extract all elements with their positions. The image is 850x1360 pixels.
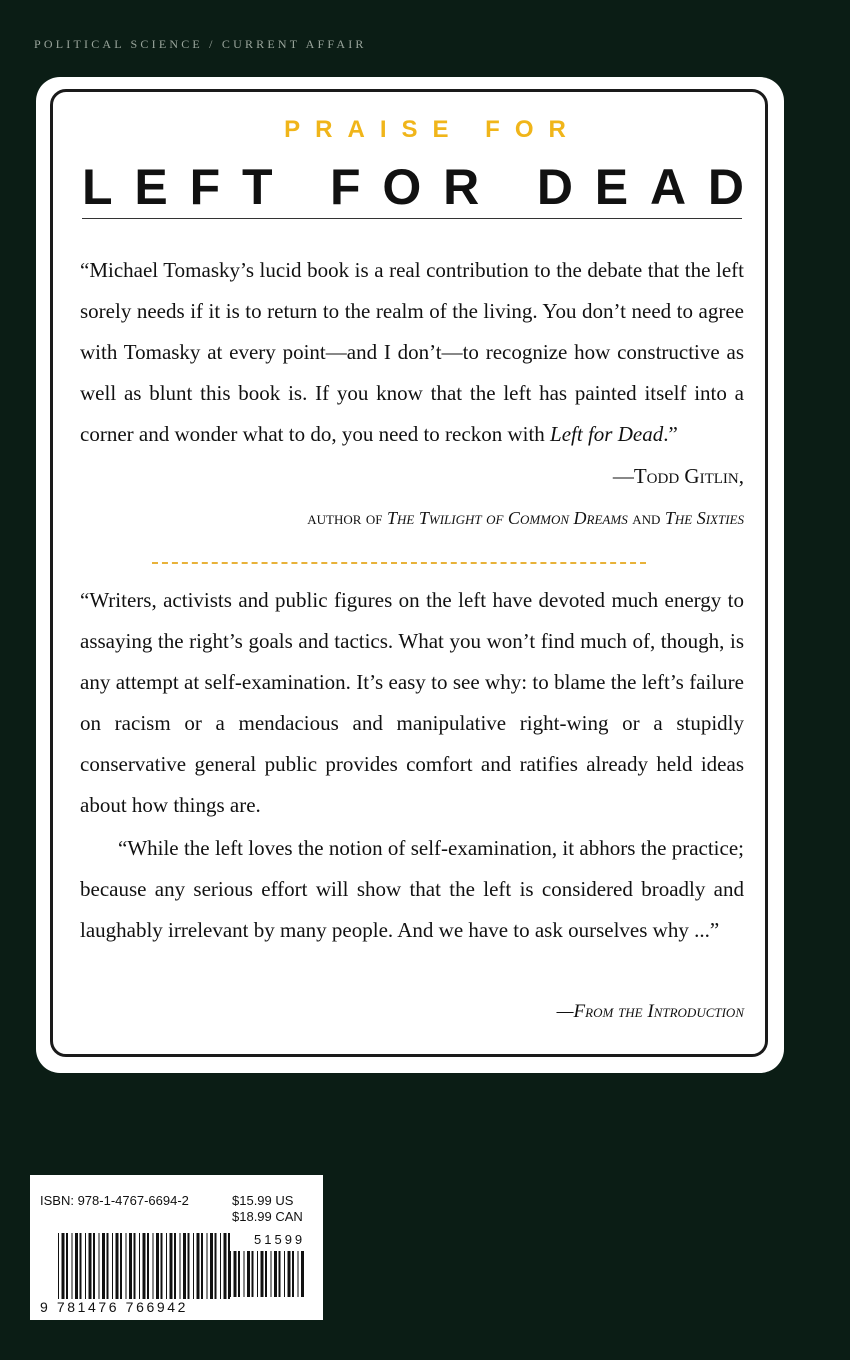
barcode-bar — [174, 1233, 176, 1299]
barcode-bar — [80, 1233, 82, 1299]
quote-attribution: —Todd Gitlin, — [612, 464, 744, 488]
price-label: $15.99 US $18.99 CAN — [232, 1193, 303, 1224]
book-title — [82, 158, 744, 216]
barcode-bar — [143, 1233, 146, 1299]
barcode-bar — [230, 1251, 231, 1297]
barcode-bar — [62, 1233, 65, 1299]
barcode-bar — [75, 1233, 78, 1299]
dashed-divider — [152, 562, 646, 564]
barcode-bar — [301, 1251, 304, 1297]
barcode-bar — [58, 1233, 59, 1299]
title-letter: F — [189, 159, 221, 215]
category-label: POLITICAL SCIENCE / CURRENT AFFAIR — [34, 37, 367, 51]
barcode-bar — [147, 1233, 149, 1299]
barcode-bar — [234, 1251, 237, 1297]
barcode-bar — [180, 1233, 181, 1299]
barcode-bar — [284, 1251, 285, 1297]
barcode-bar — [238, 1251, 240, 1297]
title-letter: E — [594, 159, 629, 215]
barcode-bar — [153, 1233, 154, 1299]
barcode-bar — [107, 1233, 109, 1299]
barcode-bar — [210, 1233, 213, 1299]
barcode-panel — [30, 1175, 323, 1320]
barcode-bar — [112, 1233, 113, 1299]
title-letter: A — [649, 159, 687, 215]
quote-author-credit: author of The Twilight of Common Dreams and The Sixties — [307, 508, 744, 528]
quote-book-title: Left for Dead — [550, 422, 664, 446]
title-letter: R — [443, 159, 480, 215]
title-letter: O — [382, 159, 422, 215]
barcode-bar — [156, 1233, 159, 1299]
barcode-bar — [183, 1233, 186, 1299]
barcode-bar — [89, 1233, 92, 1299]
barcode-bar — [220, 1233, 221, 1299]
barcode-bar — [93, 1233, 95, 1299]
barcode-bar — [129, 1233, 132, 1299]
quote-introduction-2: “While the left loves the notion of self-examination, it abhors the practice; because any serious effort will show that the left is considered broadly and laughably irrelevant by many people. And we have to ask ourselves why ...” — [80, 836, 744, 942]
isbn-label: ISBN: 978-1-4767-6694-2 — [40, 1193, 189, 1208]
title-letter — [294, 158, 308, 216]
barcode-digits: 9 781476 766942 — [40, 1299, 188, 1315]
addon-digits: 51599 — [254, 1232, 306, 1247]
title-letter: E — [134, 159, 168, 215]
barcode-bar — [139, 1233, 140, 1299]
barcode-bar — [120, 1233, 122, 1299]
barcode-bar — [292, 1251, 294, 1297]
title-letter: D — [707, 159, 744, 215]
title-letter: T — [241, 159, 273, 215]
quote-introduction-1: “Writers, activists and public figures on the left have devoted much energy to assaying the right’s goals and tactics. What you won’t find much of, though, is any attempt at self-examination. It’s easy to see why: to blame the left’s failure on racism or a mendacious and manipulative right-wing or a stupidly conservative general public provides comfort and ratifies already held ideas about how things are. — [80, 588, 744, 817]
barcode-bar — [197, 1233, 200, 1299]
barcode-bar — [72, 1233, 73, 1299]
addon-barcode-bars — [230, 1251, 306, 1297]
title-letter: L — [82, 159, 113, 215]
barcode-bar — [274, 1251, 277, 1297]
barcode-bar — [188, 1233, 190, 1299]
title-letter: F — [330, 159, 361, 215]
barcode-bar — [201, 1233, 203, 1299]
quote-gitlin: “Michael Tomasky’s lucid book is a real contribution to the debate that the left sorely needs if it is to return to the realm of the living. You don’t need to agree with Tomasky at every point—and I don’t—to recognize how constructive as well as blunt this book is. If you know that the left has painted itself into a corner and wonder what to do, you need to reckon with Left for Dead.” — [80, 258, 744, 446]
barcode-bar — [116, 1233, 119, 1299]
barcode-bar — [257, 1251, 258, 1297]
barcode-bar — [193, 1233, 194, 1299]
praise-heading: PRAISE FOR — [284, 116, 581, 143]
barcode-bar — [161, 1233, 163, 1299]
barcode-bar — [244, 1251, 245, 1297]
barcode-bar — [170, 1233, 173, 1299]
barcode-bar — [66, 1233, 68, 1299]
barcode-bars — [58, 1233, 236, 1299]
barcode-bar — [224, 1233, 227, 1299]
barcode-bar — [252, 1251, 254, 1297]
barcode-bar — [247, 1251, 250, 1297]
barcode-bar — [298, 1251, 299, 1297]
barcode-bar — [265, 1251, 267, 1297]
barcode-bar — [99, 1233, 100, 1299]
title-rule — [82, 218, 742, 219]
barcode-bar — [134, 1233, 136, 1299]
title-letter — [501, 158, 515, 216]
barcode-bar — [261, 1251, 264, 1297]
barcode-bar — [85, 1233, 86, 1299]
quote-source: —From the Introduction — [556, 1001, 744, 1022]
barcode-bar — [288, 1251, 291, 1297]
barcode-bar — [207, 1233, 208, 1299]
barcode-bar — [166, 1233, 167, 1299]
barcode-bar — [215, 1233, 217, 1299]
title-letter: D — [536, 159, 573, 215]
barcode-bar — [102, 1233, 105, 1299]
barcode-bar — [271, 1251, 272, 1297]
barcode-bar — [126, 1233, 127, 1299]
barcode-bar — [279, 1251, 281, 1297]
